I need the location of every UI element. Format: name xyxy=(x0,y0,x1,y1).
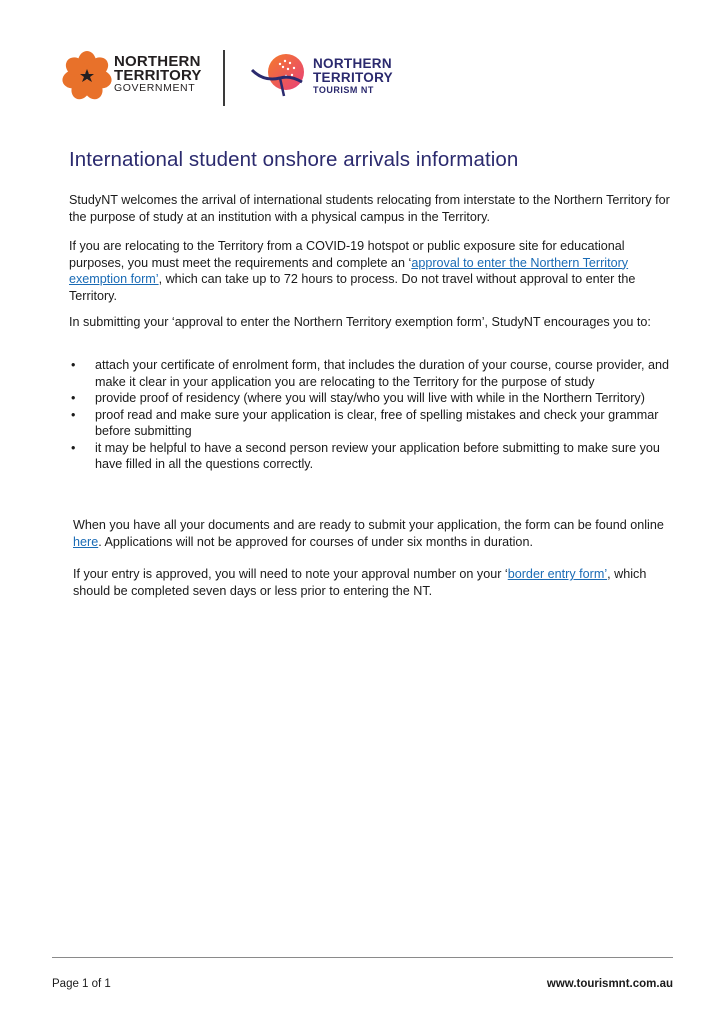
list-item: • attach your certificate of enrolment form, that includes the duration of your course, course provider, and make it clear in your application you are relocating to the Territory for the purpose of study xyxy=(69,357,681,390)
submit-text-end: . Applications will not be approved for courses of under six months in duration. xyxy=(98,534,533,549)
list-item: • proof read and make sure your application is clear, free of spelling mistakes and check your grammar before submitting xyxy=(69,407,681,440)
submit-paragraph xyxy=(73,517,681,550)
page-title: International student onshore arrivals information xyxy=(69,148,519,171)
requirements-text: If you are relocating to the Territory from a COVID-19 hotspot or public exposure site for educational purposes, you must meet the requirements and complete an ‘ xyxy=(69,239,625,270)
encourage-paragraph: In submitting your ‘approval to enter the Northern Territory exemption form’, StudyNT encourages you to: xyxy=(69,315,651,329)
nt-government-logo xyxy=(62,48,212,106)
approval-text: If your entry is approved, you will need to note your approval number on your ‘ xyxy=(73,567,508,581)
submit-text: When you have all your documents and are ready to submit your application, the form can be found online xyxy=(73,518,664,532)
checklist xyxy=(69,357,681,473)
border-entry-form-link[interactable]: border entry form’ xyxy=(507,567,608,581)
here-link[interactable]: here xyxy=(73,534,99,549)
approval-text-end: , which should be completed seven days or less prior to entering the NT. xyxy=(73,567,647,598)
exemption-form-link[interactable]: approval to enter the Northern Territory exemption form’ xyxy=(69,255,629,286)
requirements-paragraph xyxy=(69,238,681,304)
document-body xyxy=(69,148,681,598)
nt-government-wordmark: NORTHERN TERRITORY GOVERNMENT xyxy=(114,53,202,94)
intro-paragraph: StudyNT welcomes the arrival of international students relocating from interstate to the Northern Territory for the purpose of study at an institution with a physical campus in the Territory. xyxy=(69,193,670,224)
page-number: Page 1 of 1 xyxy=(52,978,111,990)
list-item: • provide proof of residency (where you will stay/who you will live with while in the Northern Territory) xyxy=(69,390,681,407)
tourism-nt-wordmark: NORTHERN TERRITORY TOURISM NT xyxy=(313,56,393,95)
footer-divider xyxy=(52,957,673,958)
footer-website: www.tourismnt.com.au xyxy=(546,978,673,990)
approval-paragraph xyxy=(73,566,681,599)
requirements-text-end: , which can take up to 72 hours to process. Do not travel without approval to enter the Territory. xyxy=(69,272,636,303)
list-item: • it may be helpful to have a second person review your application before submitting to make sure you have filled in all the questions correctly. xyxy=(69,440,681,473)
tourism-nt-emblem-icon xyxy=(250,48,312,106)
header-logos xyxy=(62,48,392,108)
tourism-nt-logo xyxy=(250,48,393,106)
desert-rose-icon xyxy=(62,48,112,104)
logo-divider xyxy=(223,50,225,106)
